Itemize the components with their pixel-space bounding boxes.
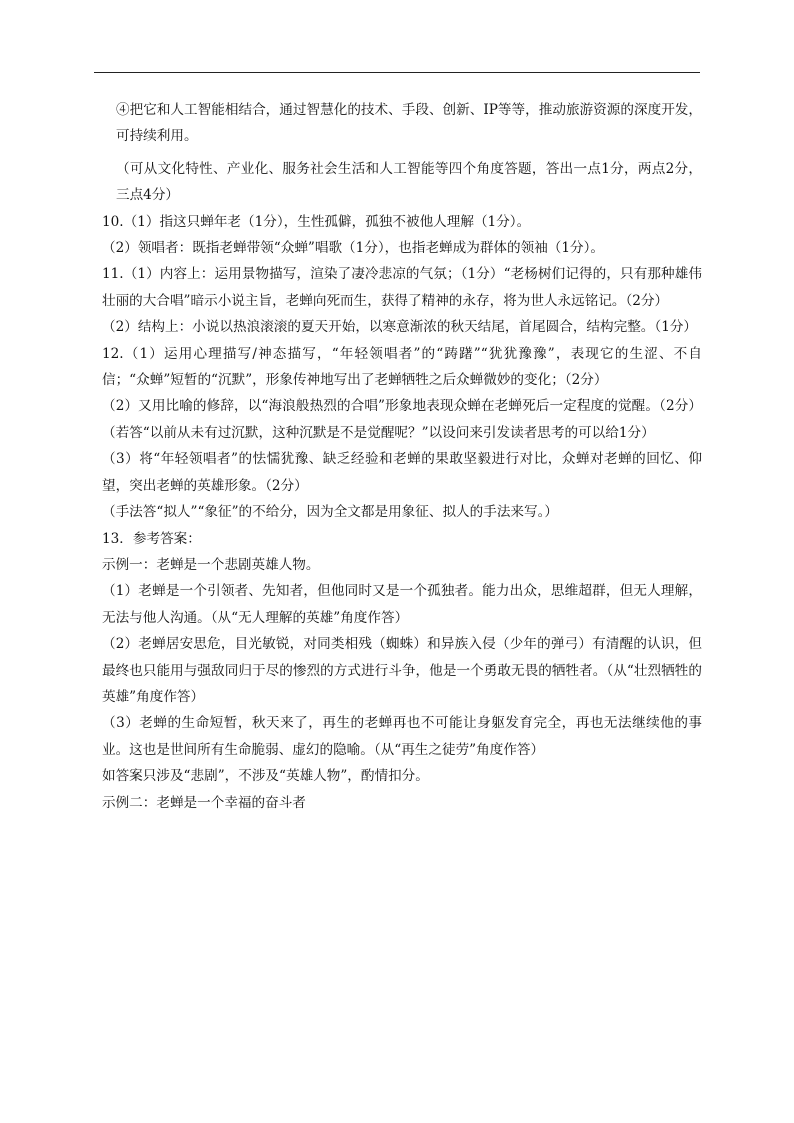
answer-10-1: 10.（1）指这只蝉年老（1分），生性孤僻，孤独不被他人理解（1分）。 <box>102 213 531 230</box>
answer-12-2: （2）又用比喻的修辞，以“海浪般热烈的合唱”形象地表现众蝉在老蝉死后一定程度的觉醒。（2分）（若答“以前从未有过沉默，这种沉默是不是觉醒呢？”以设问来引发读者思考的可以给1分） <box>102 398 702 441</box>
example-1-point-1: （1）老蝉是一个引领者、先知者，但他同时又是一个孤独者。能力出众，思维超群，但无人理解，无法与他人沟通。（从“无人理解的英雄”角度作答） <box>102 583 702 626</box>
answer-10-2: （2）领唱者：既指老蝉带领“众蝉”唱歌（1分），也指老蝉成为群体的领袖（1分）。 <box>102 240 605 257</box>
example-1-point-2: （2）老蝉居安思危，目光敏锐，对同类相残（蜘蛛）和异族入侵（少年的弹弓）有清醒的认识，但最终也只能用与强敌同归于尽的惨烈的方式进行斗争，他是一个勇敢无畏的牺牲者。（从“壮烈牺牲的英雄”角度作答） <box>102 636 702 705</box>
example-1-heading: 示例一：老蝉是一个悲剧英雄人物。 <box>102 556 320 573</box>
example-1-note: 如答案只涉及“悲剧”，不涉及“英雄人物”，酌情扣分。 <box>102 768 429 785</box>
paragraph-scoring-note: （可从文化特性、产业化、服务社会生活和人工智能等四个角度答题，答出一点1分，两点2分，三点4分） <box>116 160 702 204</box>
answer-12-3: （3）将“年轻领唱者”的怯懦犹豫、缺乏经验和老蝉的果敢坚毅进行对比，众蝉对老蝉的回忆、仰望，突出老蝉的英雄形象。（2分） <box>102 451 702 494</box>
paragraph-item-4: ④把它和人工智能相结合，通过智慧化的技术、手段、创新、IP等等，推动旅游资源的深度开发，可持续利用。 <box>116 102 702 145</box>
answer-text-body <box>102 97 702 816</box>
answer-11-1: 11.（1）内容上：运用景物描写，渲染了凄冷悲凉的气氛；（1分）“老杨树们记得的，只有那种雄伟壮丽的大合唱”暗示小说主旨，老蝉向死而生，获得了精神的永存，将为世人永远铭记。（2分） <box>102 266 702 309</box>
example-1-point-3: （3）老蝉的生命短暂，秋天来了，再生的老蝉再也不可能让身躯发育完全，再也无法继续他的事业。这也是世间所有生命脆弱、虚幻的隐喻。（从“再生之徒劳”角度作答） <box>102 715 702 758</box>
header-rule <box>94 72 700 73</box>
answer-11-2: （2）结构上：小说以热浪滚滚的夏天开始，以寒意渐浓的秋天结尾，首尾圆合，结构完整。（1分） <box>102 319 698 336</box>
answer-12-note: （手法答“拟人”“象征”的不给分，因为全文都是用象征、拟人的手法来写。） <box>102 504 558 521</box>
answer-12-1: 12.（1）运用心理描写/神态描写，“年轻领唱者”的“踌躇”“犹犹豫豫”，表现它的生涩、不自信；“众蝉”短暂的“沉默”，形象传神地写出了老蝉牺牲之后众蝉微妙的变化；（2分） <box>102 345 702 389</box>
example-2-heading: 示例二：老蝉是一个幸福的奋斗者 <box>102 794 306 811</box>
answer-13-heading: 13．参考答案： <box>102 530 201 547</box>
